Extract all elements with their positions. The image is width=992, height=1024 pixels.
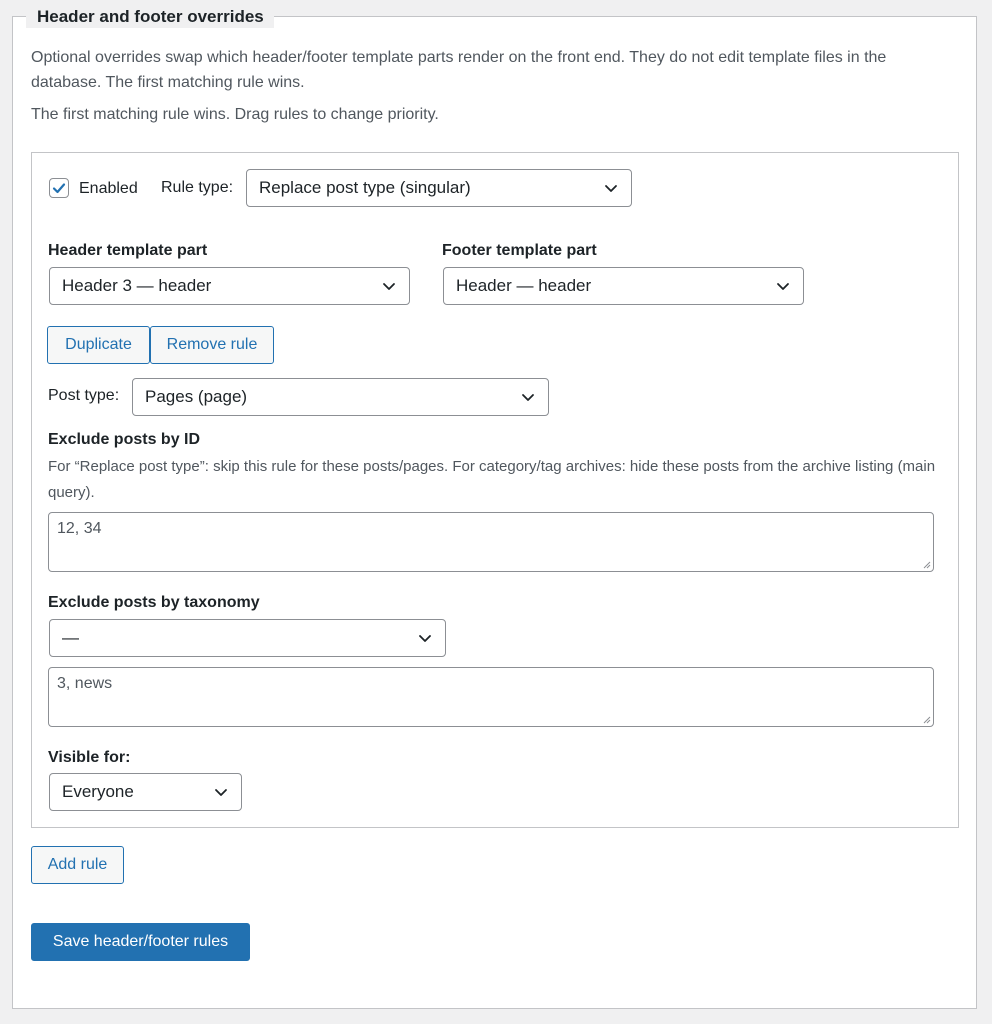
rule-type-value: Replace post type (singular): [259, 178, 471, 197]
chevron-down-icon: [603, 180, 619, 196]
footer-template-select[interactable]: [443, 267, 804, 305]
visible-for-value: Everyone: [62, 782, 134, 801]
chevron-down-icon: [213, 784, 229, 800]
visible-for-select[interactable]: [49, 773, 242, 811]
chevron-down-icon: [417, 630, 433, 646]
duplicate-button[interactable]: Duplicate: [47, 326, 150, 364]
section-legend: Header and footer overrides: [26, 6, 274, 28]
rule-card[interactable]: [31, 152, 959, 828]
enabled-checkbox[interactable]: [49, 178, 69, 198]
exclude-id-value: 12, 34: [57, 520, 102, 537]
exclude-taxonomy-value: 3, news: [57, 675, 113, 692]
rule-type-select[interactable]: [246, 169, 632, 207]
header-template-value: Header 3 — header: [62, 276, 212, 295]
exclude-taxonomy-label: Exclude posts by taxonomy: [48, 594, 260, 611]
exclude-taxonomy-textarea[interactable]: [48, 667, 934, 727]
add-rule-button[interactable]: Add rule: [31, 846, 124, 884]
header-template-select[interactable]: [49, 267, 410, 305]
remove-rule-button[interactable]: Remove rule: [150, 326, 274, 364]
section-intro-priority: The first matching rule wins. Drag rules to change priority.: [31, 106, 439, 123]
visible-for-label: Visible for:: [48, 749, 131, 766]
taxonomy-select[interactable]: [49, 619, 446, 657]
exclude-id-textarea[interactable]: [48, 512, 934, 572]
section-intro: Optional overrides swap which header/footer template parts render on the front end. They do not edit template files in the database. The first matching rule wins.: [31, 49, 887, 91]
checkmark-icon: [51, 180, 67, 196]
chevron-down-icon: [775, 278, 791, 294]
footer-template-value: Header — header: [456, 276, 592, 295]
post-type-select[interactable]: [132, 378, 549, 416]
exclude-id-label: Exclude posts by ID: [48, 431, 201, 448]
post-type-label: Post type:: [48, 387, 120, 404]
rule-type-label: Rule type:: [161, 179, 234, 196]
post-type-value: Pages (page): [145, 387, 248, 406]
resize-grip-icon[interactable]: [921, 559, 931, 569]
exclude-id-help: For “Replace post type”: skip this rule for these posts/pages. For category/tag archives: hide these posts from the archive listing (main query).: [48, 458, 936, 501]
enabled-label[interactable]: Enabled: [79, 180, 138, 197]
resize-grip-icon[interactable]: [921, 714, 931, 724]
chevron-down-icon: [381, 278, 397, 294]
header-template-label: Header template part: [48, 242, 208, 259]
save-rules-button[interactable]: Save header/footer rules: [31, 923, 250, 961]
footer-template-label: Footer template part: [442, 242, 597, 259]
chevron-down-icon: [520, 389, 536, 405]
taxonomy-select-value: —: [62, 628, 79, 647]
